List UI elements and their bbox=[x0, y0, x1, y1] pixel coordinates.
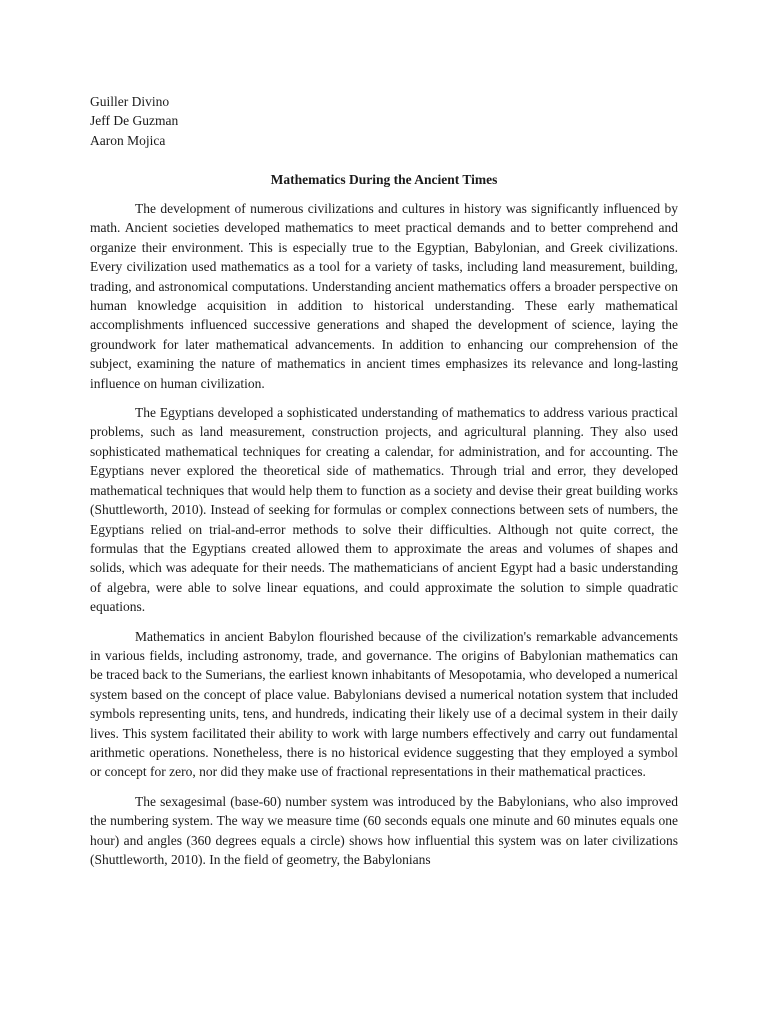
author-name: Jeff De Guzman bbox=[90, 113, 179, 129]
document-body bbox=[90, 199, 678, 879]
author-name: Guiller Divino bbox=[90, 94, 170, 109]
author-list bbox=[90, 92, 490, 150]
author-name: Aaron Mojica bbox=[90, 132, 166, 148]
paragraph-babylonian-mathematics: Mathematics in ancient Babylon flourished because of the civilization's remarkable advancements in various fields, including astronomy, trade, and governance. The origins of Babylonian mathematics can be traced back to the Sumerians, the earliest known inhabitants of Mesopotamia, who developed a numerical system based on the concept of place value. Babylonians devised a numerical notation system that included symbols representing units, tens, and hundreds, indicating their likely use of a decimal system in their daily lives. This system facilitated their ability to work with large numbers effectively and carry out fundamental arithmetic operations. Nonetheless, there is no historical evidence suggesting that they employed a symbol or concept for zero, nor did they make use of fractional representations in their mathematical practices. bbox=[90, 628, 678, 780]
document-title: Mathematics During the Ancient Times bbox=[270, 172, 498, 187]
paragraph-introduction: The development of numerous civilizations and cultures in history was significantly influenced by math. Ancient societies developed mathematics to meet practical demands and to better comprehend and organize their environment. This is especially true to the Egyptian, Babylonian, and Greek civilizations. Every civilization used mathematics as a tool for a variety of tasks, including land measurement, building, trading, and astronomical computations. Understanding ancient mathematics offers a broader perspective on human knowledge acquisition in addition to historical understanding. These early mathematical accomplishments influenced successive generations and shaped the development of science, laying the groundwork for later mathematical advancements. In addition to enhancing our comprehension of the subject, examining the nature of mathematics in ancient times emphasizes its relevance and long-lasting influence on human civilization. bbox=[90, 201, 678, 391]
paragraph-egyptian-mathematics: The Egyptians developed a sophisticated understanding of mathematics to address various practical problems, such as land measurement, construction projects, and agricultural planning. They also used sophisticated mathematical techniques for creating a calendar, for administration, and for accounting. The Egyptians never explored the theoretical side of mathematics. Through trial and error, they developed mathematical techniques that would help them to function as a society and devise their great building works (Shuttleworth, 2010). Instead of seeking for formulas or complex connections between sets of numbers, the Egyptians relied on trial-and-error methods to solve their difficulties. Although not quite correct, the formulas that the Egyptians created allowed them to approximate the areas and volumes of shapes and solids, which was adequate for their needs. The mathematicians of ancient Egypt had a basic understanding of algebra, were able to solve linear equations, and could approximate the solution to simple quadratic equations. bbox=[90, 405, 678, 615]
paragraph-sexagesimal-system: The sexagesimal (base-60) number system was introduced by the Babylonians, who also improved the numbering system. The way we measure time (60 seconds equals one minute and 60 minutes equals one hour) and angles (360 degrees equals a circle) shows how influential this system was on later civilizations (Shuttleworth, 2010). In the field of geometry, the Babylonians bbox=[90, 793, 678, 867]
